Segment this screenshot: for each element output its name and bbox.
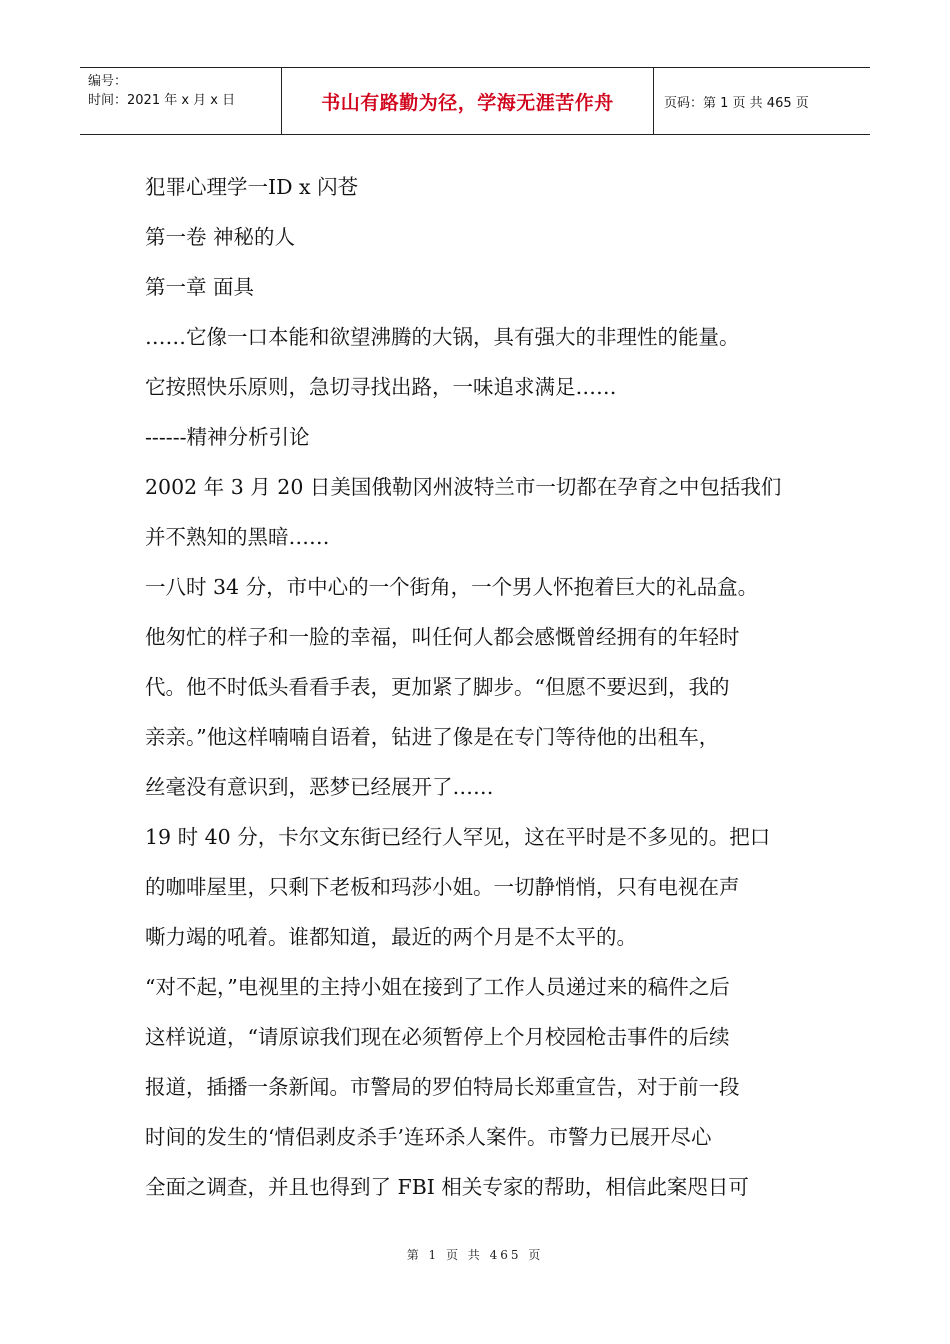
body-line: 亲亲。”他这样喃喃自语着，钻进了像是在专门等待他的出租车， [145, 725, 720, 749]
body-line: 2002 年 3 月 20 日美国俄勒冈州波特兰市一切都在孕育之中包括我们 [145, 475, 782, 499]
body-line: 这样说道，“请原谅我们现在必须暂停上个月校园枪击事件的后续 [145, 1025, 730, 1049]
body-line: 嘶力竭的吼着。谁都知道，最近的两个月是不太平的。 [145, 925, 637, 949]
header-meta [80, 68, 282, 134]
header-time-label: 时间：2021 年 x 月 x 日 [88, 93, 236, 108]
body-line: ……它像一口本能和欲望沸腾的大锅，具有强大的非理性的能量。 [145, 325, 740, 349]
body-line: 的咖啡屋里，只剩下老板和玛莎小姐。一切静悄悄，只有电视在声 [145, 875, 740, 899]
body-line: 并不熟知的黑暗…… [145, 525, 330, 549]
body-line: ------精神分析引论 [145, 425, 310, 449]
body-line: 第一章 面具 [145, 275, 255, 299]
body-line: 代。他不时低头看看手表，更加紧了脚步。“但愿不要迟到，我的 [145, 675, 730, 699]
body-line: 它按照快乐原则，急切寻找出路，一味追求满足…… [145, 375, 617, 399]
body-line: 犯罪心理学一ID x 闪苍 [145, 175, 359, 199]
body-line: 19 时 40 分，卡尔文东街已经行人罕见，这在平时是不多见的。把口 [145, 825, 771, 849]
body-line: 一八时 34 分，市中心的一个街角，一个男人怀抱着巨大的礼品盒。 [145, 575, 759, 599]
body-line: 第一卷 神秘的人 [145, 225, 296, 249]
document-body [145, 162, 815, 1212]
body-line: “对不起，”电视里的主持小姐在接到了工作人员递过来的稿件之后 [145, 975, 730, 999]
header-motto: 书山有路勤为径，学海无涯苦作舟 [282, 68, 654, 134]
header-number-label: 编号： [88, 74, 128, 89]
header-page-label: 页码：第 1 页 共 465 页 [664, 95, 809, 111]
body-line: 报道，插播一条新闻。市警局的罗伯特局长郑重宣告，对于前一段 [145, 1075, 740, 1099]
body-line: 全面之调查，并且也得到了 FBI 相关专家的帮助，相信此案咫日可 [145, 1175, 749, 1199]
document-header [80, 67, 870, 135]
page-footer: 第 1 页 共 465 页 [406, 1248, 544, 1262]
body-line: 丝毫没有意识到，恶梦已经展开了…… [145, 775, 494, 799]
body-line: 时间的发生的‘情侣剥皮杀手’连环杀人案件。市警力已展开尽心 [145, 1125, 712, 1149]
body-line: 他匆忙的样子和一脸的幸福，叫任何人都会感慨曾经拥有的年轻时 [145, 625, 740, 649]
